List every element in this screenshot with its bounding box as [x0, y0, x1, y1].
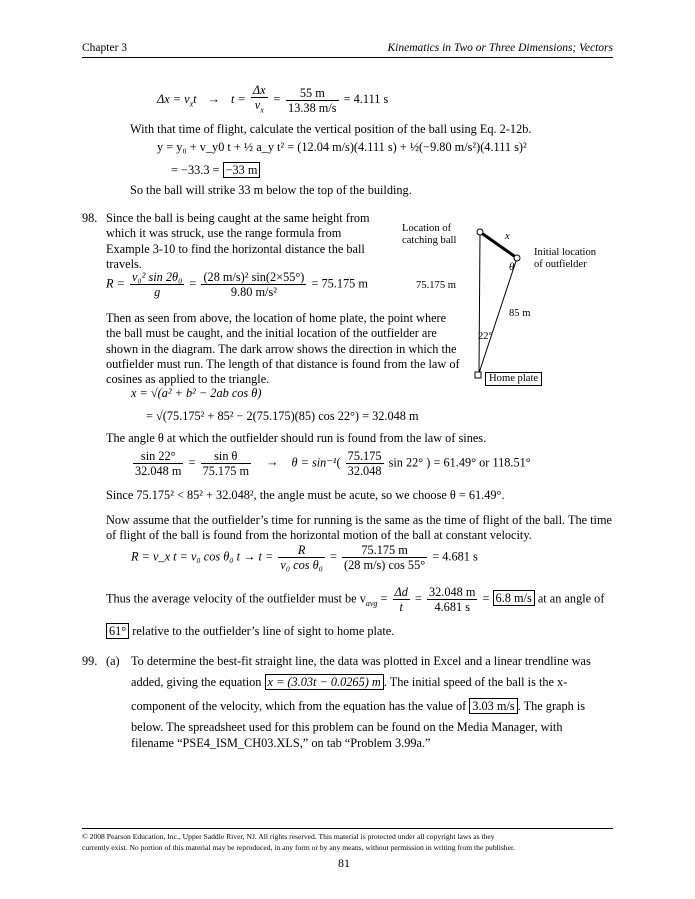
home-plate-marker: [475, 372, 481, 378]
label-75-175: 75.175 m: [416, 280, 457, 291]
label-catching-ball: Location of catching ball: [402, 223, 457, 246]
problem-number: 98.: [82, 211, 98, 225]
eq-law-of-cosines-values: = √(75.175² + 85² − 2(75.175)(85) cos 22°) = 32.048 m: [146, 409, 419, 423]
answer-box: −33 m: [223, 162, 261, 178]
catch-point: [477, 229, 483, 235]
label-theta: θ: [509, 262, 515, 273]
trendline-answer-box: x = (3.03t − 0.0265) m: [265, 674, 384, 690]
page-number: 81: [338, 856, 350, 870]
sentence-acute-angle: Since 75.175² < 85² + 32.048², the angle must be acute, so we choose θ = 61.49°.: [106, 488, 505, 502]
label-85: 85 m: [509, 308, 531, 319]
footer-rule: [82, 828, 613, 829]
sentence-law-of-sines: The angle θ at which the outfielder should run is found from the law of sines.: [106, 431, 487, 445]
chapter-label: Chapter 3: [82, 42, 128, 54]
angle-answer-box: 61°: [106, 623, 129, 639]
side-75-line: [479, 232, 480, 373]
copyright-line-2: currently exist. No portion of this material may be reproduced, in any form or by any means, without permission in writing from the publisher.: [82, 843, 515, 852]
problem-99-number: 99.: [82, 654, 98, 668]
label-initial-location: Initial location of outfielder: [534, 247, 597, 270]
eq-average-velocity: Thus the average velocity of the outfielder must be $v_{avg}$ = $\frac{\Delta d}{t}$ = $\frac{32.048 m}{4.681 s}$ = 6.8 m/s at an angle of: [106, 585, 605, 614]
eq-range: R = $\frac{\text{v₀² sin 2θ₀}}{g}$ = $\frac{\text{(28 m/s)² sin(2×55°)}}{\text{9.80 m/s²}}$ = 75.175 m: [106, 270, 368, 299]
eq-time-of-flight: $\Delta x = v_xt \to t$ = $\frac{\Delta x}{v_x}$ = $\frac{55 m}{13.38 m/s}$ = 4.111 s: [157, 83, 389, 115]
problem-99-line1: To determine the best-fit straight line, the data was plotted in Excel and a linear trendline was: [131, 654, 591, 668]
eq-law-of-cosines: x = √(a² + b² − 2ab cos θ): [131, 386, 262, 400]
problem-98-intro: Since the ball is being caught at the same height from which it was struck, use the range formula from Example 3-10 to find the horizontal distance the ball travels.: [106, 211, 370, 271]
eq-time-outfielder: R = v_x t = v₀ cos θ₀ t → t = $\frac{R}{\text{v₀ cos θ₀}}$ = $\frac{75.175 m}{(28 m/s) \cos 55^\circ}$ = 4.681 s: [131, 543, 478, 572]
velocity-answer-box: 6.8 m/s: [493, 590, 535, 606]
outfielder-path-arrow: [480, 232, 517, 258]
problem-98-time-text: Now assume that the outfielder’s time for running is the same as the time of flight of the ball. The time of flight of the ball is found from the horizontal motion of the ball at constant velocity.: [106, 513, 612, 543]
outfielder-point: [514, 255, 520, 261]
chapter-title: Kinematics in Two or Three Dimensions; Vectors: [387, 42, 613, 54]
speed-answer-box: 3.03 m/s: [469, 698, 517, 714]
eq-vertical-result: = −33.3 = −33 m: [171, 163, 260, 178]
sentence-time-of-flight: With that time of flight, calculate the vertical position of the ball using Eq. 2-12b.: [130, 122, 532, 136]
label-22-degrees: 22°: [478, 331, 493, 342]
sentence-strike: So the ball will strike 33 m below the top of the building.: [130, 183, 412, 197]
eq-vertical-position: y = y₀ + v_y0 t + ½ a_y t² = (12.04 m/s)(4.111 s) + ½(−9.80 m/s²)(4.111 s)²: [157, 140, 527, 154]
problem-98-diagram-text: Then as seen from above, the location of home plate, the point where the ball must be caught, and the initial location of the outfielder are shown in the diagram. The dark arrow shows the direction in which the outfielder must run. The length of that distance is found from the law of cosines as applied to the triangle.: [106, 311, 460, 387]
problem-99-line3: component of the velocity, which from the equation has the value of 3.03 m/s . The graph is: [131, 699, 586, 713]
problem-99-line5: filename “PSE4_ISM_CH03.XLS,” on tab “Problem 3.99a.”: [131, 736, 431, 750]
header-rule: [82, 57, 613, 58]
problem-99-line4: below. The spreadsheet used for this problem can be found on the Media Manager, with: [131, 720, 563, 734]
problem-99-part: (a): [106, 654, 120, 668]
label-x: x: [505, 231, 510, 242]
copyright-line-1: © 2008 Pearson Education, Inc., Upper Saddle River, NJ. All rights reserved. This material is protected under all copyright laws as they: [82, 832, 495, 841]
problem-99-line2: added, giving the equation x = (3.03t − 0.0265) m . The initial speed of the ball is the x-: [131, 675, 568, 689]
label-home-plate: Home plate: [485, 372, 542, 386]
angle-answer-line: 61° relative to the outfielder’s line of sight to home plate.: [106, 624, 394, 639]
eq-law-of-sines: $\frac{\sin 22^\circ}{32.048 m}$ = $\frac{\text{sin θ}}{75.175 m}$ → θ = sin⁻¹( $\frac{75.175}{32.048}$ sin 22° ) = 61.49° or 118.51°: [135, 449, 531, 478]
